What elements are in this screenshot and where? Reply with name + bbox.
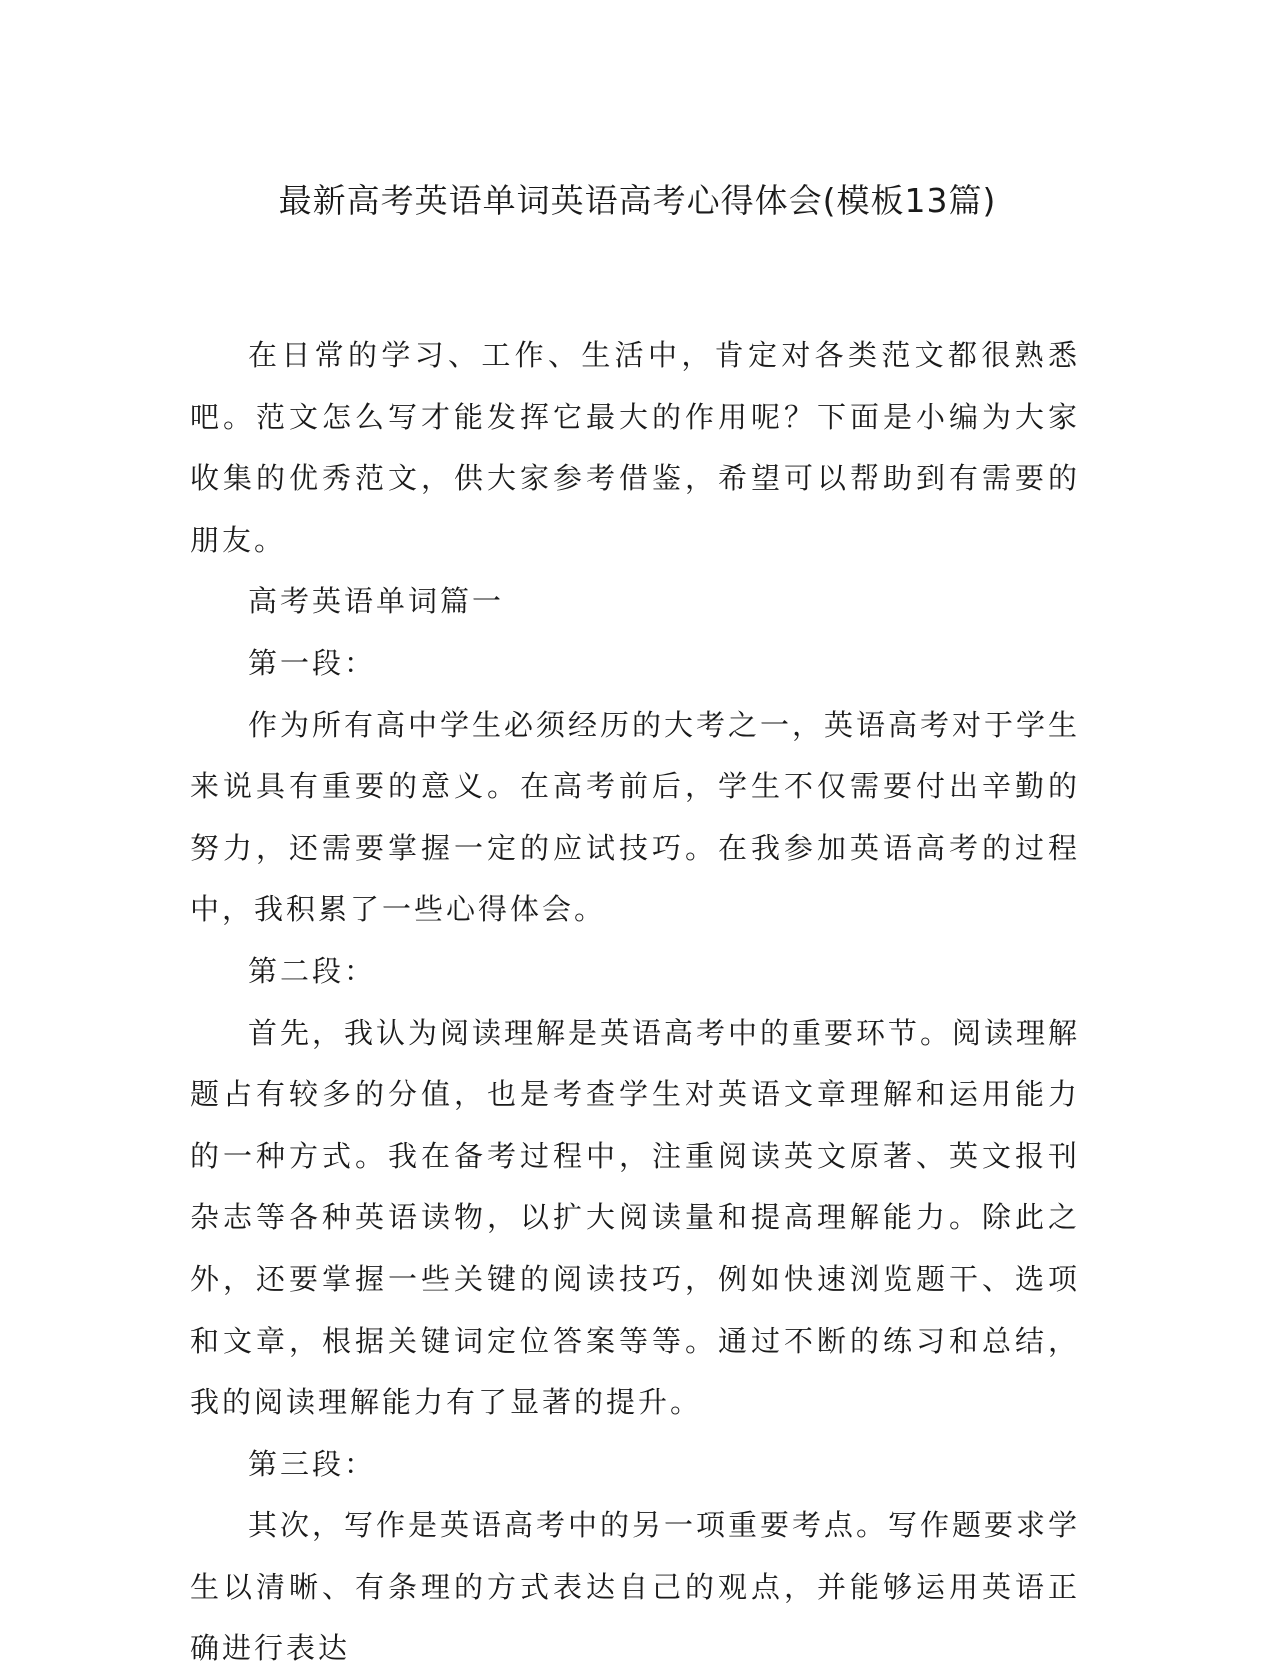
document-body (190, 325, 1080, 1680)
paragraph-label: 第一段： (248, 645, 377, 680)
section-heading: 高考英语单词篇一 (248, 584, 505, 619)
body-paragraph: 作为所有高中学生必须经历的大考之一，英语高考对于学生来说具有重要的意义。在高考前后，学生不仅需要付出辛勤的努力，还需要掌握一定的应试技巧。在我参加英语高考的过程中，我积累了一些心得体会。 (190, 707, 1081, 927)
paragraph-label: 第二段： (248, 953, 377, 988)
intro-paragraph: 在日常的学习、工作、生活中，肯定对各类范文都很熟悉吧。范文怎么写才能发挥它最大的作用呢？下面是小编为大家收集的优秀范文，供大家参考借鉴，希望可以帮助到有需要的朋友。 (190, 338, 1080, 557)
paragraph-label: 第三段： (248, 1446, 377, 1481)
body-paragraph: 首先，我认为阅读理解是英语高考中的重要环节。阅读理解题占有较多的分值，也是考查学生对英语文章理解和运用能力的一种方式。我在备考过程中，注重阅读英文原著、英文报刊杂志等各种英语读物，以扩大阅读量和提高理解能力。除此之外，还要掌握一些关键的阅读技巧，例如快速浏览题干、选项和文章，根据关键词定位答案等等。通过不断的练习和总结，我的阅读理解能力有了显著的提升。 (190, 1015, 1081, 1420)
document-title: 最新高考英语单词英语高考心得体会(模板13篇) (278, 181, 997, 220)
body-paragraph: 其次，写作是英语高考中的另一项重要考点。写作题要求学生以清晰、有条理的方式表达自己的观点，并能够运用英语正确进行表达 (190, 1508, 1081, 1666)
